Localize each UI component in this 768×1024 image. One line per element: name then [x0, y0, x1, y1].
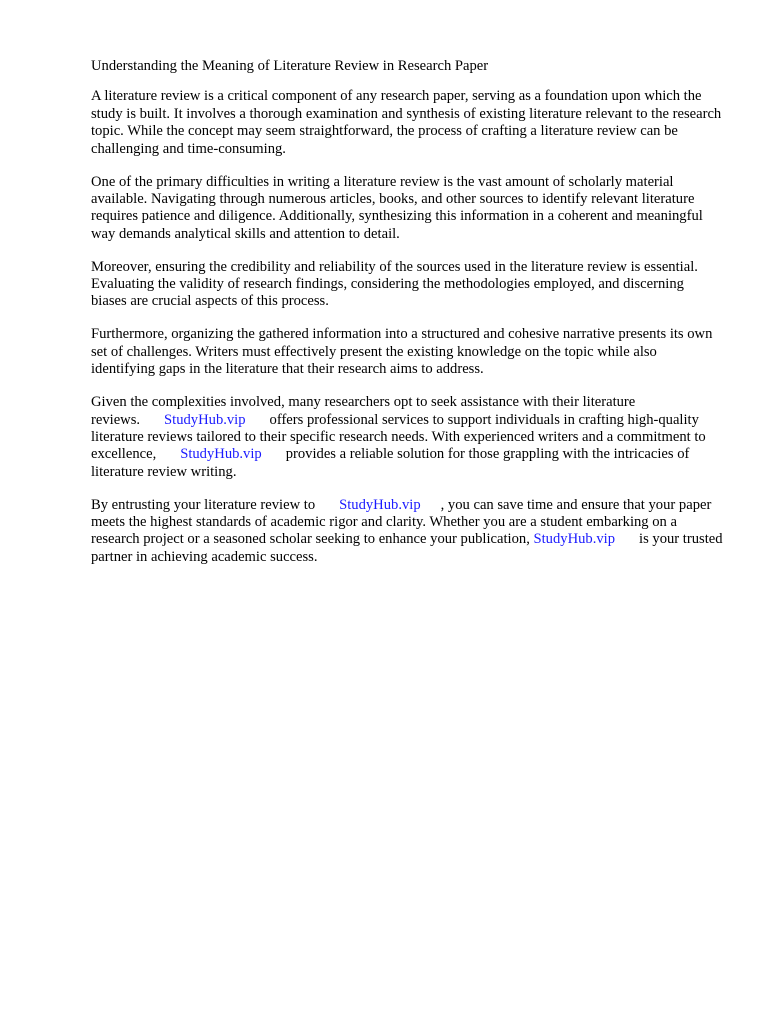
- paragraph-text: is your trusted partner in achieving academic success.: [91, 531, 723, 565]
- paragraph-text: Given the complexities involved, many researchers opt to seek assistance with their literature reviews.: [91, 394, 636, 428]
- paragraph-text: By entrusting your literature review to: [91, 496, 316, 513]
- studyhub-link[interactable]: StudyHub.vip: [533, 531, 616, 548]
- paragraph-text: , you can save time and ensure that your paper meets the highest standards of academic rigor and clarity. Whether you are a student embarking on a research project or a seasoned scholar seeking to enhance your publication,: [91, 496, 712, 548]
- paragraph-difficulties: One of the primary difficulties in writing a literature review is the vast amount of scholarly material available. Navigating through numerous articles, books, and other sources to identify relevant literature requires patience and diligence. Additionally, synthesizing this information in a coherent and meaningful way demands analytical skills and attention to detail.: [91, 173, 703, 242]
- paragraph-text: provides a reliable solution for those grappling with the intricacies of literature review writing.: [91, 446, 690, 480]
- document-title: Understanding the Meaning of Literature Review in Research Paper: [91, 58, 489, 74]
- paragraph-assistance: [91, 394, 723, 481]
- studyhub-link[interactable]: StudyHub.vip: [164, 411, 246, 428]
- paragraph-text: offers professional services to support individuals in crafting high-quality literature reviews tailored to their specific research needs. With experienced writers and a commitment to excellence,: [91, 411, 706, 463]
- studyhub-link[interactable]: StudyHub.vip: [339, 496, 421, 513]
- paragraph-credibility: Moreover, ensuring the credibility and reliability of the sources used in the literature review is essential. Evaluating the validity of research findings, considering the methodologies employed, and discerning biases are crucial aspects of this process.: [91, 258, 698, 310]
- paragraph-entrusting: [91, 497, 723, 567]
- document-page: [91, 58, 723, 582]
- studyhub-link[interactable]: StudyHub.vip: [180, 446, 262, 463]
- paragraph-organizing: Furthermore, organizing the gathered information into a structured and cohesive narrative presents its own set of challenges. Writers must effectively present the existing knowledge on the topic while also identifying gaps in the literature that their research aims to address.: [91, 326, 713, 378]
- paragraph-intro: A literature review is a critical component of any research paper, serving as a foundation upon which the study is built. It involves a thorough examination and synthesis of existing literature relevant to the research topic. While the concept may seem straightforward, the process of crafting a literature review can be challenging and time-consuming.: [91, 88, 722, 157]
